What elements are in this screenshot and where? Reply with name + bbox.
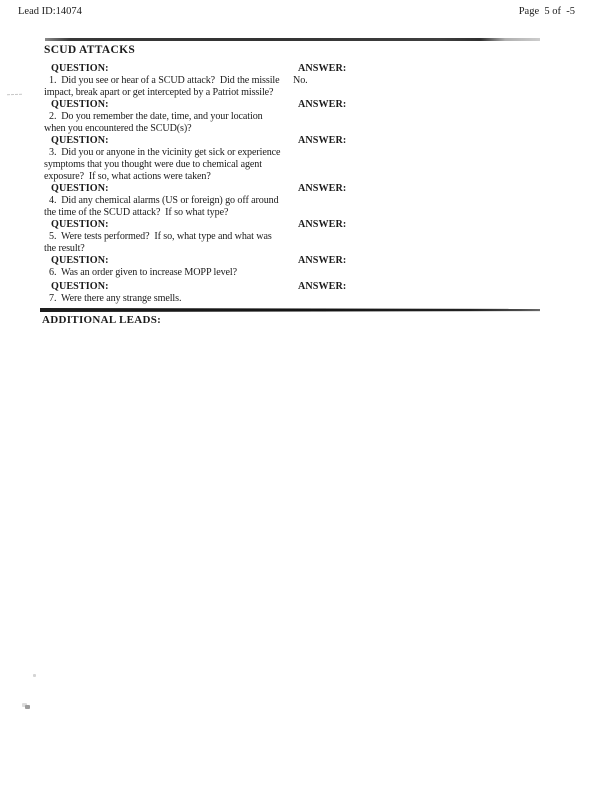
scan-artifact-speck: [25, 705, 30, 709]
question-answer-list: [44, 63, 544, 305]
question-label: QUESTION:: [51, 63, 109, 74]
qa-row: [44, 183, 544, 219]
question-text-line: 2. Do you remember the date, time, and your location: [49, 111, 263, 122]
question-text-line: 4. Did any chemical alarms (US or foreign) go off around: [49, 195, 279, 206]
question-label: QUESTION:: [51, 135, 109, 146]
question-column: [44, 281, 293, 305]
question-label: QUESTION:: [51, 255, 109, 266]
question-text-line: 6. Was an order given to increase MOPP level?: [49, 267, 237, 278]
lead-id-label: Lead ID:14074: [18, 6, 82, 17]
question-label: QUESTION:: [51, 281, 109, 292]
question-column: [44, 255, 293, 279]
question-label: QUESTION:: [51, 219, 109, 230]
question-label: QUESTION:: [51, 99, 109, 110]
scan-artifact-speck: [33, 674, 36, 677]
answer-column: [293, 281, 544, 305]
question-label: QUESTION:: [51, 183, 109, 194]
question-column: [44, 99, 293, 135]
question-text-line: 5. Were tests performed? If so, what type and what was: [49, 231, 272, 242]
question-text-line: impact, break apart or get intercepted by a Patriot missile?: [44, 87, 274, 98]
answer-label: ANSWER:: [298, 63, 347, 74]
question-column: [44, 183, 293, 219]
answer-label: ANSWER:: [298, 281, 347, 292]
answer-label: ANSWER:: [298, 183, 347, 194]
answer-column: [293, 135, 544, 183]
answer-text-line: No.: [293, 75, 308, 86]
answer-column: [293, 63, 544, 99]
question-text-line: when you encountered the SCUD(s)?: [44, 123, 192, 134]
qa-row: [44, 281, 544, 305]
answer-label: ANSWER:: [298, 135, 347, 146]
question-text-line: symptoms that you thought were due to chemical agent: [44, 159, 262, 170]
question-text-line: 3. Did you or anyone in the vicinity get sick or experience: [49, 147, 281, 158]
question-text-line: exposure? If so, what actions were taken?: [44, 171, 211, 182]
question-column: [44, 219, 293, 255]
qa-row: [44, 63, 544, 99]
question-text-line: 1. Did you see or hear of a SCUD attack? Did the missile: [49, 75, 280, 86]
answer-column: [293, 183, 544, 219]
section-top-rule: [45, 38, 540, 41]
qa-row: [44, 219, 544, 255]
answer-column: [293, 255, 544, 279]
scan-artifact-smudge: [7, 94, 22, 96]
answer-column: [293, 219, 544, 255]
answer-label: ANSWER:: [298, 99, 347, 110]
question-text-line: the result?: [44, 243, 85, 254]
qa-row: [44, 99, 544, 135]
answer-column: [293, 99, 544, 135]
additional-leads-rule: [40, 308, 540, 312]
answer-label: ANSWER:: [298, 219, 347, 230]
additional-leads-title: ADDITIONAL LEADS:: [42, 314, 162, 326]
question-column: [44, 135, 293, 183]
question-text-line: the time of the SCUD attack? If so what type?: [44, 207, 229, 218]
page-number-label: Page 5 of -5: [518, 6, 575, 17]
page-header: [18, 6, 575, 18]
qa-row: [44, 135, 544, 183]
question-column: [44, 63, 293, 99]
question-text-line: 7. Were there any strange smells.: [49, 293, 182, 304]
qa-row: [44, 255, 544, 279]
section-title: SCUD ATTACKS: [44, 44, 136, 56]
answer-label: ANSWER:: [298, 255, 347, 266]
